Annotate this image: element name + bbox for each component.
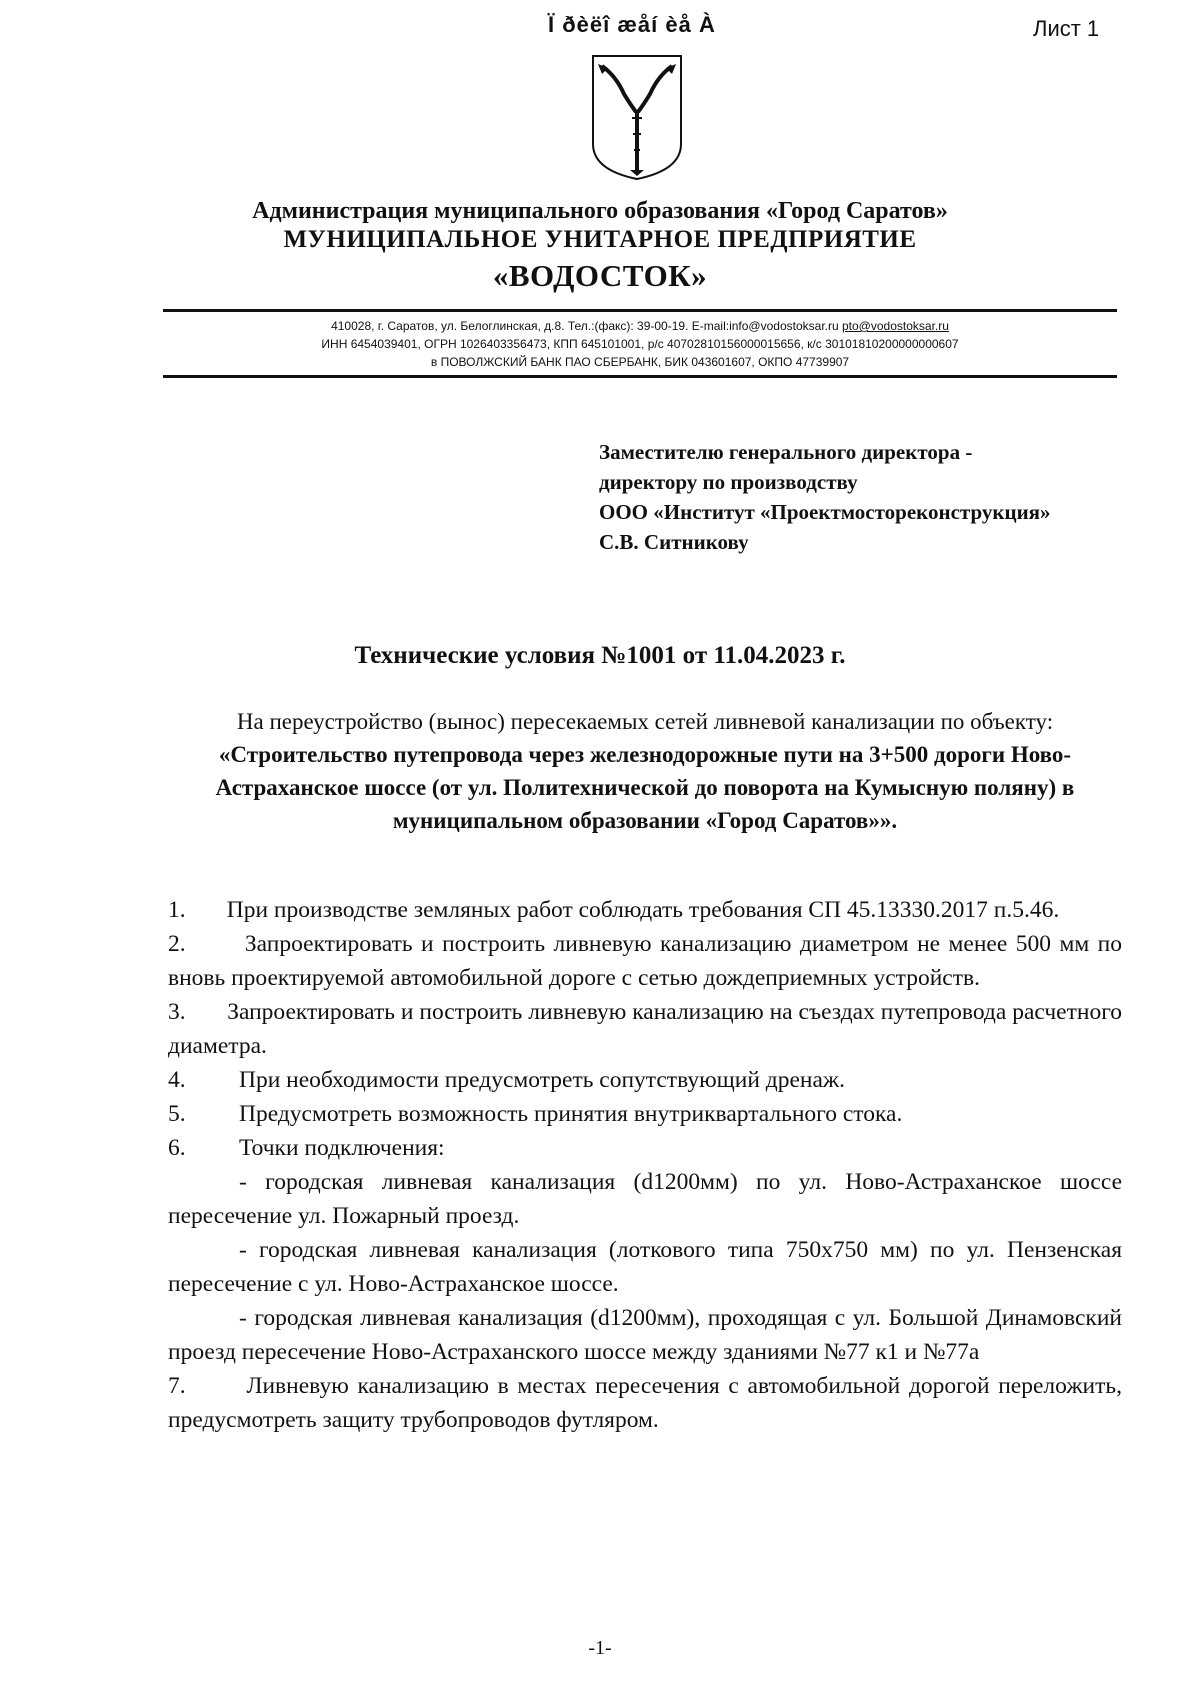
- contact-address: 410028, г. Саратов, ул. Белоглинская, д.8. Тел.:(факс): 39-00-19. E-mail:info@vodostoksar.ru: [331, 319, 842, 333]
- contact-line-1: [163, 317, 1117, 335]
- list-item: [168, 1369, 1122, 1437]
- list-item: [168, 1131, 1122, 1165]
- enterprise-type: МУНИЦИПАЛЬНОЕ УНИТАРНОЕ ПРЕДПРИЯТИЕ: [283, 226, 917, 253]
- document-title: Технические условия №1001 от 11.04.2023 г.: [354, 642, 846, 669]
- item-number: 3.: [168, 999, 186, 1025]
- list-item: [168, 927, 1122, 995]
- item-number: 6.: [168, 1135, 186, 1161]
- header-divider-bottom: [163, 375, 1117, 378]
- item-text: При производстве земляных работ соблюдать требования СП 45.13330.2017 п.5.46.: [226, 897, 1060, 923]
- subject-intro: На переустройство (вынос) пересекаемых сетей ливневой канализации по объекту:: [236, 709, 1054, 734]
- header-divider-top: [163, 309, 1117, 312]
- addressee-line: Заместителю генерального директора -: [599, 440, 973, 464]
- contact-email-link[interactable]: pto@vodostoksar.ru: [842, 319, 949, 333]
- addressee-line: С.В. Ситникову: [599, 530, 749, 554]
- item-text: Запроектировать и построить ливневую канализацию на съездах путепровода расчетного диаметра.: [168, 999, 1123, 1059]
- item-text: Ливневую канализацию в местах пересечения с автомобильной дорогой переложить, предусмотреть защиту трубопроводов футляром.: [168, 1373, 1122, 1433]
- item-number: 1.: [168, 897, 186, 923]
- subject-block: [160, 705, 1130, 837]
- subject-object: «Строительство путепровода через железнодорожные пути на 3+500 дороги Ново-Астраханское шоссе (от ул. Политехнической до поворота на Кумысную поляну) в муниципальном образовании «Город Саратов»».: [215, 742, 1075, 833]
- list-item: [168, 1063, 1122, 1097]
- item-number: 5.: [168, 1101, 186, 1127]
- addressee-line: ООО «Институт «Проектмостореконструкция»: [599, 500, 1051, 524]
- item-text: Предусмотреть возможность принятия внутриквартального стока.: [239, 1101, 903, 1127]
- addressee-block: [599, 437, 1051, 557]
- saratov-coat-of-arms-icon: [588, 52, 686, 182]
- page-number: -1-: [588, 1637, 612, 1659]
- contact-line-3: в ПОВОЛЖСКИЙ БАНК ПАО СБЕРБАНК, БИК 043601607, ОКПО 47739907: [430, 355, 850, 369]
- enterprise-name: «ВОДОСТОК»: [492, 258, 708, 293]
- administration-name: Администрация муниципального образования «Город Саратов»: [252, 198, 948, 224]
- top-header: [0, 12, 1200, 42]
- requirements-list: [168, 893, 1122, 1437]
- appendix-label: Ï ðèëî æåí èå À: [548, 12, 716, 37]
- connection-point: - городская ливневая канализация (d1200мм) по ул. Ново-Астраханское шоссе пересечение ул. Пожарный проезд.: [168, 1169, 1122, 1229]
- contact-details: [163, 317, 1117, 371]
- list-item: [168, 995, 1122, 1063]
- sheet-number: Лист 1: [1033, 16, 1100, 41]
- item-number: 4.: [168, 1067, 186, 1093]
- contact-line-2: ИНН 6454039401, ОГРН 1026403356473, КПП 645101001, р/с 40702810156000015656, к/с 30101810200000000607: [321, 337, 959, 351]
- item-number: 7.: [168, 1373, 186, 1399]
- item-text: Точки подключения:: [239, 1135, 445, 1161]
- list-item: [168, 893, 1122, 927]
- addressee-line: директору по производству: [599, 470, 858, 494]
- item-text: Запроектировать и построить ливневую канализацию диаметром не менее 500 мм по вновь проектируемой автомобильной дороге с сетью дождеприемных устройств.: [168, 931, 1122, 991]
- item-text: При необходимости предусмотреть сопутствующий дренаж.: [239, 1067, 846, 1093]
- list-item: [168, 1097, 1122, 1131]
- connection-point: - городская ливневая канализация (d1200мм), проходящая с ул. Большой Динамовский проезд пересечение Ново-Астраханского шоссе между зданиями №77 к1 и №77а: [168, 1305, 1122, 1365]
- connection-point: - городская ливневая канализация (лоткового типа 750х750 мм) по ул. Пензенская пересечение с ул. Ново-Астраханское шоссе.: [168, 1237, 1122, 1297]
- item-number: 2.: [168, 931, 186, 957]
